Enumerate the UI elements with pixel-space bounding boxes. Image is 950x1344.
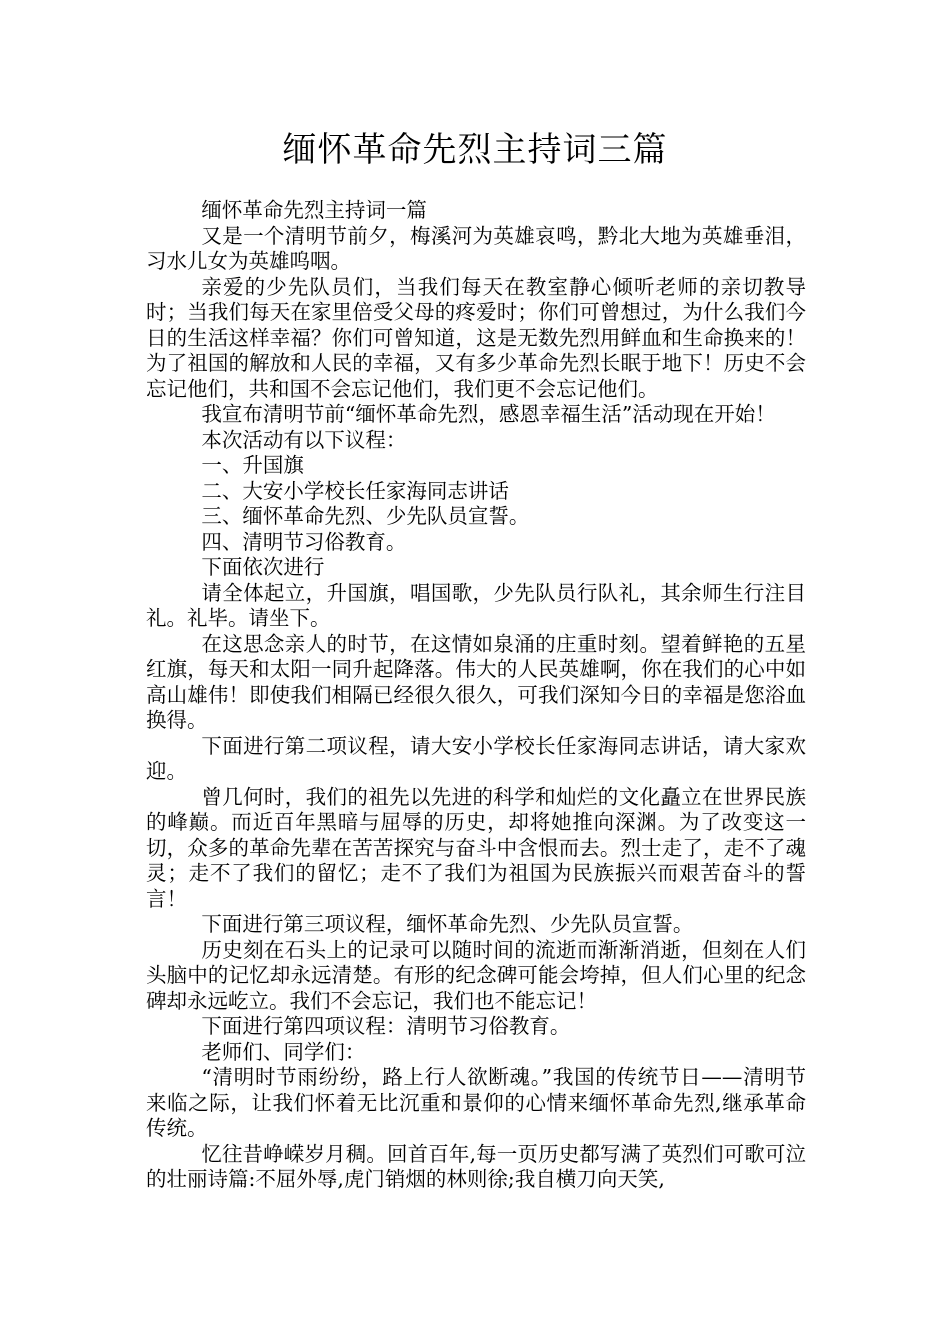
paragraph: 忆往昔峥嵘岁月稠。回首百年,每一页历史都写满了英烈们可歌可泣的壮丽诗篇:不屈外辱,虎门销烟的林则徐;我自横刀向天笑, bbox=[146, 1141, 806, 1191]
paragraph: 在这思念亲人的时节，在这情如泉涌的庄重时刻。望着鲜艳的五星红旗，每天和太阳一同升起降落。伟大的人民英雄啊，你在我们的心中如高山雄伟！即使我们相隔已经很久很久，可我们深知今日的幸福是您浴血换得。 bbox=[146, 631, 806, 732]
paragraph: 我宣布清明节前“缅怀革命先烈，感恩幸福生活”活动现在开始！ bbox=[201, 402, 776, 426]
agenda-item: 一、升国旗 bbox=[201, 453, 304, 477]
paragraph: 老师们、同学们： bbox=[201, 1039, 366, 1064]
document-body bbox=[146, 198, 806, 1193]
paragraph: 请全体起立，升国旗，唱国歌，少先队员行队礼，其余师生行注目礼。礼毕。请坐下。 bbox=[146, 580, 806, 630]
agenda-item: 二、大安小学校长任家海同志讲话 bbox=[201, 478, 509, 503]
paragraph-subtitle: 缅怀革命先烈主持词一篇 bbox=[201, 198, 427, 222]
document-title: 缅怀革命先烈主持词三篇 bbox=[282, 130, 668, 170]
paragraph: 亲爱的少先队员们，当我们每天在教室静心倾听老师的亲切教导时；当我们每天在家里倍受父母的疼爱时；你们可曾想过，为什么我们今日的生活这样幸福？你们可曾知道，这是无数先烈用鲜血和生命换来的！为了祖国的解放和人民的幸福，又有多少革命先烈长眠于地下！历史不会忘记他们，共和国不会忘记他们，我们更不会忘记他们。 bbox=[146, 274, 806, 401]
paragraph: 历史刻在石头上的记录可以随时间的流逝而渐渐消逝，但刻在人们头脑中的记忆却永远清楚。有形的纪念碑可能会垮掉，但人们心里的纪念碑却永远屹立。我们不会忘记，我们也不能忘记！ bbox=[146, 937, 806, 1013]
agenda-item: 三、缅怀革命先烈、少先队员宣誓。 bbox=[201, 504, 530, 528]
agenda-item: 四、清明节习俗教育。 bbox=[201, 529, 407, 554]
paragraph: 下面进行第三项议程，缅怀革命先烈、少先队员宣誓。 bbox=[201, 912, 694, 936]
paragraph: 又是一个清明节前夕，梅溪河为英雄哀鸣，黔北大地为英雄垂泪，习水儿女为英雄呜咽。 bbox=[146, 223, 806, 273]
paragraph: 下面进行第二项议程，请大安小学校长任家海同志讲话，请大家欢迎。 bbox=[146, 733, 806, 783]
paragraph: 下面进行第四项议程：清明节习俗教育。 bbox=[201, 1014, 571, 1038]
paragraph: 曾几何时，我们的祖先以先进的科学和灿烂的文化矗立在世界民族的峰巅。而近百年黑暗与屈辱的历史，却将她推向深渊。为了改变这一切，众多的革命先辈在苦苦探究与奋斗中含恨而去。烈士走了，走不了魂灵；走不了我们的留忆；走不了我们为祖国为民族振兴而艰苦奋斗的誓言！ bbox=[146, 784, 806, 911]
paragraph: 本次活动有以下议程： bbox=[201, 427, 407, 452]
paragraph: 下面依次进行 bbox=[201, 555, 325, 579]
paragraph: “清明时节雨纷纷，路上行人欲断魂。”我国的传统节日——清明节来临之际，让我们怀着无比沉重和景仰的心情来缅怀革命先烈,继承革命传统。 bbox=[146, 1065, 806, 1140]
